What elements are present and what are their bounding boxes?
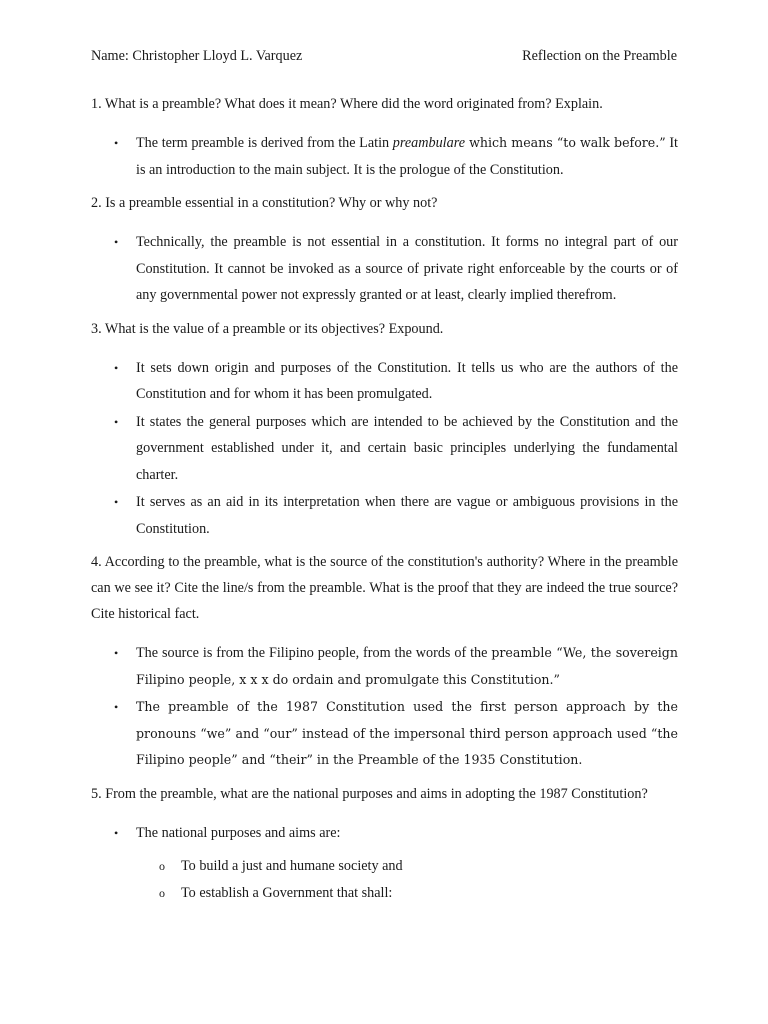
sub-item-5-1 [91, 853, 678, 880]
answer-text: It sets down origin and purposes of the Constitution. It tells us who are the authors of the Constitution and for whom it has been promulgated. [136, 359, 678, 402]
answer-4-2 [91, 694, 678, 774]
answer-text-alt-font: The preamble of the 1987 Constitution used the first person approach by the pronouns “we” and “our” instead of the impersonal third person approach used “the Filipino people” and “their” in the Preamble of the 1935 Constitution. [136, 699, 678, 767]
question-4: 4. According to the preamble, what is the source of the constitution's authority? Where in the preamble can we see it? Cite the line/s from the preamble. What is the proof that they are indeed the true source? Cite historical fact. [91, 554, 678, 622]
answer-text: It states the general purposes which are intended to be achieved by the Constitution and the government established under it, and certain basic principles underlying the fundamental charter. [136, 413, 678, 483]
answer-1-1 [91, 130, 678, 183]
question-3: 3. What is the value of a preamble or its objectives? Expound. [91, 320, 444, 337]
answer-list-3 [91, 355, 678, 543]
answer-list-5 [91, 820, 678, 847]
bullet-marker: • [114, 136, 119, 150]
answer-text-alt-font: preamble “We, the sovereign Filipino people, x x x do ordain and promulgate this Constitution.” [136, 645, 678, 687]
bullet-marker: • [114, 700, 119, 714]
answer-3-2 [91, 409, 678, 489]
answer-2-1 [91, 229, 678, 309]
answer-text: The source is from the Filipino people, from the words of the [136, 645, 492, 661]
question-2: 2. Is a preamble essential in a constitution? Why or why not? [91, 195, 438, 211]
answer-text-alt-font: which means “to walk before.” [465, 135, 666, 150]
bullet-marker: • [114, 825, 119, 840]
bullet-marker: • [114, 235, 119, 249]
answer-text: Technically, the preamble is not essential in a constitution. It forms no integral part of our Constitution. It cannot be invoked as a source of private right enforceable by the courts or of any governmental power not expressly granted or at least, clearly implied therefrom. [136, 234, 678, 303]
page-header [91, 46, 677, 66]
answer-3-1 [91, 355, 678, 408]
answer-4-1 [91, 640, 678, 693]
sub-item-text: To establish a Government that shall: [181, 885, 393, 901]
bullet-marker: • [114, 414, 119, 429]
sub-item-5-2 [91, 880, 678, 907]
question-1: 1. What is a preamble? What does it mean? Where did the word originated from? Explain. [91, 96, 603, 112]
sub-bullet-marker: o [159, 859, 165, 873]
document-body [91, 91, 678, 907]
document-title: Reflection on the Preamble [522, 48, 677, 64]
bullet-marker: • [114, 360, 119, 375]
answer-5-1 [91, 820, 678, 847]
question-5: 5. From the preamble, what are the national purposes and aims in adopting the 1987 Constitution? [91, 785, 648, 802]
answer-list-4 [91, 640, 678, 774]
answer-text: It is an introduction to the main subject. It is the prologue of the Constitution. [136, 135, 679, 178]
answer-list-2 [91, 229, 678, 309]
answer-text: It serves as an aid in its interpretation when there are vague or ambiguous provisions in the Constitution. [136, 494, 678, 537]
bullet-marker: • [114, 495, 119, 509]
latin-term: preambulare [392, 135, 465, 151]
answer-3-3 [91, 489, 678, 542]
author-name: Name: Christopher Lloyd L. Varquez [91, 48, 303, 64]
answer-text: The term preamble is derived from the Latin [136, 135, 393, 151]
sub-item-text: To build a just and humane society and [181, 858, 403, 874]
sub-list-5 [91, 853, 678, 907]
bullet-marker: • [114, 646, 119, 660]
answer-text: The national purposes and aims are: [136, 824, 341, 841]
answer-list-1 [91, 130, 678, 183]
sub-bullet-marker: o [159, 886, 165, 900]
